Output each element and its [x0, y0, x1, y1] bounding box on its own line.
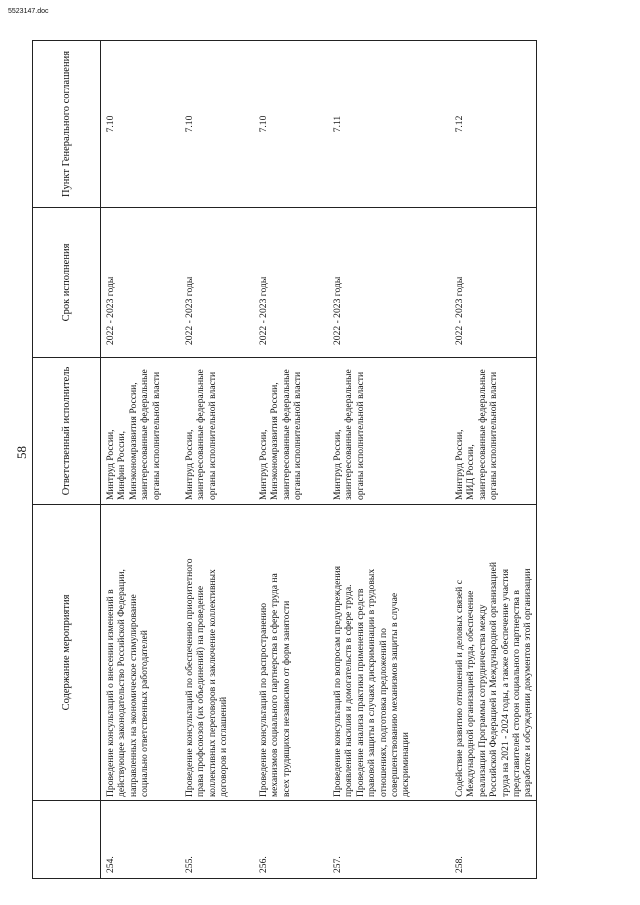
- page-number: 58: [14, 446, 29, 459]
- executor-line: органы исполнительной власти: [206, 371, 218, 500]
- activity-line: отношениях, подготовка предложений по: [377, 628, 389, 797]
- table-header-row: [33, 41, 101, 879]
- executor-line: Минтруд России,: [332, 429, 343, 500]
- row-term: 2022 - 2023 годы: [450, 208, 537, 358]
- executor-line: заинтересованные федеральные: [195, 369, 207, 500]
- executor-line: Минтруд России,: [184, 429, 195, 500]
- row-executor: [328, 358, 450, 505]
- header-term: Срок исполнения: [33, 208, 101, 358]
- row-clause: 7.12: [450, 41, 537, 208]
- executor-line: Минтруд России,: [105, 429, 116, 500]
- row-activity: [254, 505, 328, 801]
- header-executor: Ответственный исполнитель: [33, 358, 101, 505]
- executor-line: органы исполнительной власти: [292, 371, 304, 500]
- activity-line: механизмов социального партнерства в сфере труда на: [269, 573, 281, 797]
- activity-line: Проведение консультаций по распространению: [258, 602, 269, 797]
- executor-line: заинтересованные федеральные: [343, 369, 355, 500]
- executor-line: органы исполнительной власти: [150, 371, 162, 500]
- activity-line: Российской Федерацией и Международной организацией: [488, 562, 500, 797]
- table-row: [101, 41, 181, 879]
- executor-line: заинтересованные федеральные: [476, 369, 488, 500]
- table-row: [180, 41, 254, 879]
- row-executor: [450, 358, 537, 505]
- header-clause: Пункт Генерального соглашения: [33, 41, 101, 208]
- row-number: 254.: [101, 801, 181, 879]
- activity-line: труда на 2021 - 2024 годы, а также обеспечение участия: [499, 569, 511, 797]
- table-row: [254, 41, 328, 879]
- row-activity: [180, 505, 254, 801]
- activity-line: направленных на экономическое стимулирование: [127, 594, 139, 797]
- executor-line: заинтересованные федеральные: [139, 369, 151, 500]
- row-number: 258.: [450, 801, 537, 879]
- table-row: [328, 41, 450, 879]
- row-clause: 7.10: [101, 41, 181, 208]
- row-term: 2022 - 2023 годы: [180, 208, 254, 358]
- row-clause: 7.11: [328, 41, 450, 208]
- table-row: [450, 41, 537, 879]
- row-clause: 7.10: [254, 41, 328, 208]
- activity-line: коллективных переговоров и заключение коллективных: [206, 569, 218, 797]
- header-number: [33, 801, 101, 879]
- activity-line: действующее законодательство Российской Федерации,: [116, 569, 128, 797]
- executor-line: Минтруд России,: [258, 429, 269, 500]
- row-term: 2022 - 2023 годы: [254, 208, 328, 358]
- executor-line: Минфин России,: [116, 431, 128, 500]
- activity-line: договоров и соглашений: [218, 696, 230, 797]
- activity-line: представителей сторон социального партнерства в: [511, 590, 523, 797]
- executor-line: заинтересованные федеральные: [280, 369, 292, 500]
- activity-line: совершенствованию механизмов защиты в случае: [389, 592, 401, 797]
- activity-line: реализации Программы сотрудничества между: [476, 604, 488, 797]
- activity-line: дискриминации: [400, 732, 412, 797]
- activity-line: Содействие развитию отношений и деловых связей с: [454, 580, 465, 797]
- row-executor: [180, 358, 254, 505]
- activity-line: Проведение консультаций по вопросам предупреждения: [332, 565, 343, 797]
- activity-line: права профсоюзов (их объединений) на проведение: [195, 585, 207, 797]
- row-term: 2022 - 2023 годы: [328, 208, 450, 358]
- row-executor: [254, 358, 328, 505]
- executor-line: МИД России,: [465, 444, 477, 500]
- row-number: 257.: [328, 801, 450, 879]
- row-term: 2022 - 2023 годы: [101, 208, 181, 358]
- header-activity: Содержание мероприятия: [33, 505, 101, 801]
- activity-line: Международной организацией труда, обеспечение: [465, 590, 477, 797]
- document-filename: 5523147.doc: [8, 8, 49, 15]
- row-activity: [101, 505, 181, 801]
- activity-line: проявлений насилия и домогательств в сфере труда.: [343, 584, 355, 797]
- activity-line: социально ответственных работодателей: [139, 630, 151, 797]
- measures-table: [32, 40, 537, 879]
- activity-line: Проведение анализа практики применения средств: [354, 588, 366, 797]
- executor-line: Минтруд России,: [454, 429, 465, 500]
- row-number: 255.: [180, 801, 254, 879]
- activity-line: всех трудящихся независимо от форм занятости: [280, 600, 292, 797]
- row-clause: 7.10: [180, 41, 254, 208]
- executor-line: органы исполнительной власти: [354, 371, 366, 500]
- activity-line: Проведение консультаций по обеспечению приоритетного: [184, 558, 195, 797]
- row-activity: [328, 505, 450, 801]
- executor-line: Минэкономразвития России,: [269, 382, 281, 500]
- executor-line: органы исполнительной власти: [488, 371, 500, 500]
- activity-line: правовой защиты в случаях дискриминации в трудовых: [366, 568, 378, 797]
- row-activity: [450, 505, 537, 801]
- row-executor: [101, 358, 181, 505]
- row-number: 256.: [254, 801, 328, 879]
- activity-line: Проведение консультаций о внесении изменений в: [105, 589, 116, 797]
- activity-line: разработке и обсуждении документов этой организации: [522, 568, 534, 797]
- executor-line: Минэкономразвития России,: [127, 382, 139, 500]
